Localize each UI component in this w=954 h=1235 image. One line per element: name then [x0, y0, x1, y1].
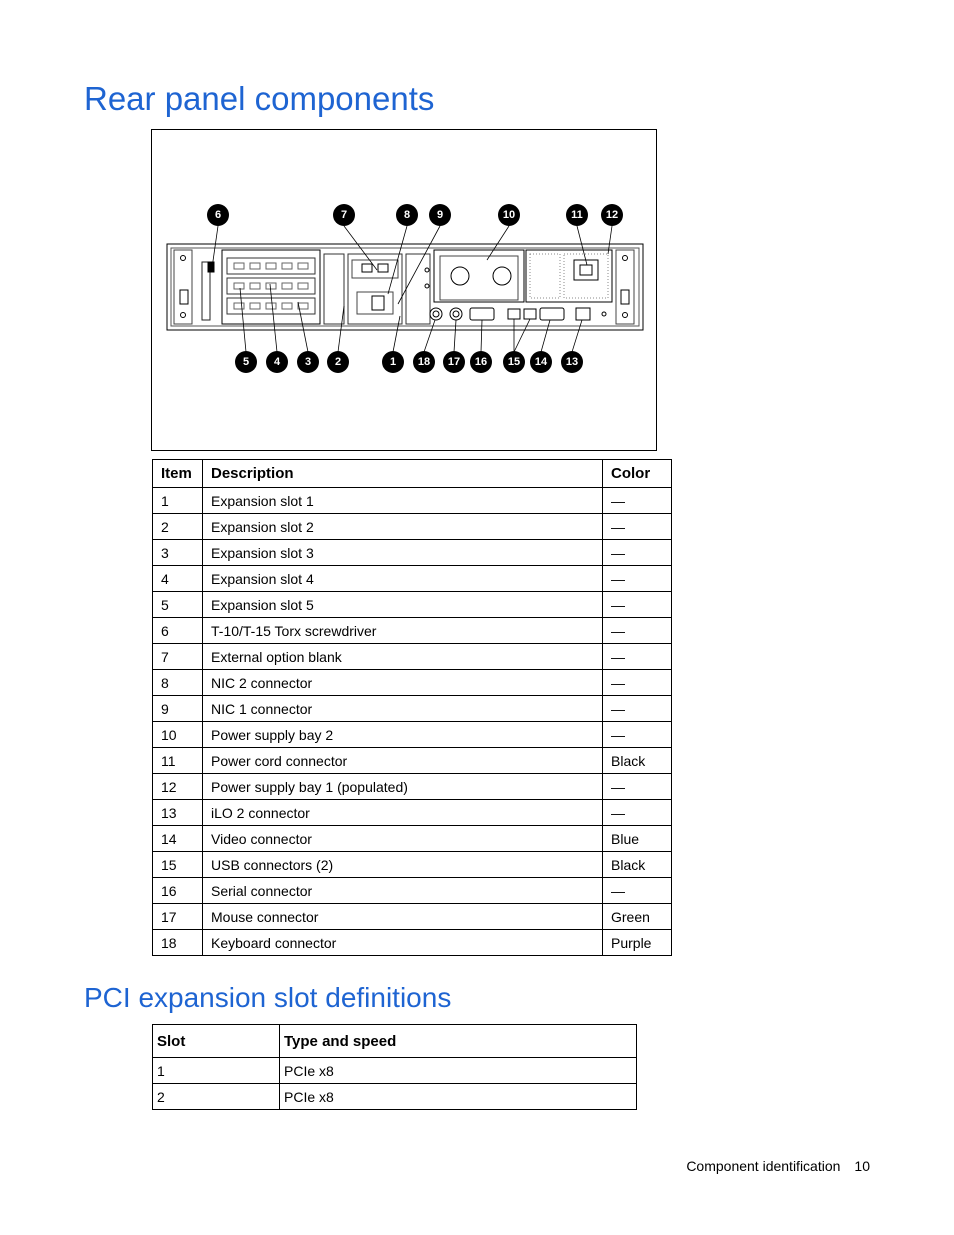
- svg-text:11: 11: [571, 209, 583, 221]
- cell-item: 15: [153, 852, 203, 878]
- cell-item: 16: [153, 878, 203, 904]
- cell-description: Expansion slot 4: [203, 566, 603, 592]
- callout-11: [566, 204, 588, 226]
- svg-text:12: 12: [605, 209, 619, 221]
- table-row: [153, 904, 672, 930]
- cell-description: NIC 2 connector: [203, 670, 603, 696]
- svg-text:5: 5: [242, 356, 250, 368]
- table-row: [153, 826, 672, 852]
- callout-8: [396, 204, 418, 226]
- svg-text:17: 17: [447, 356, 461, 368]
- cell-description: Expansion slot 5: [203, 592, 603, 618]
- cell-color: —: [603, 696, 672, 722]
- header-slot: Slot: [153, 1025, 280, 1058]
- cell-color: —: [603, 644, 672, 670]
- cell-description: Serial connector: [203, 878, 603, 904]
- cell-description: Expansion slot 1: [203, 488, 603, 514]
- cell-item: 12: [153, 774, 203, 800]
- cell-description: T-10/T-15 Torx screwdriver: [203, 618, 603, 644]
- table-row: [153, 644, 672, 670]
- cell-item: 3: [153, 540, 203, 566]
- svg-text:13: 13: [565, 356, 579, 368]
- footer-section: Component identification: [686, 1158, 841, 1174]
- section-title-pci: PCI expansion slot definitions: [84, 982, 452, 1013]
- svg-text:15: 15: [507, 356, 521, 368]
- svg-text:2: 2: [334, 356, 342, 368]
- svg-text:1: 1: [389, 356, 397, 368]
- svg-text:14: 14: [534, 356, 548, 368]
- slot-table-body: [153, 1058, 637, 1110]
- callout-16: [470, 351, 492, 373]
- cell-item: 8: [153, 670, 203, 696]
- svg-text:10: 10: [502, 209, 516, 221]
- header-color: Color: [603, 460, 672, 488]
- callout-9: [429, 204, 451, 226]
- cell-color: —: [603, 670, 672, 696]
- cell-color: —: [603, 774, 672, 800]
- table-row: [153, 748, 672, 774]
- callout-10: [498, 204, 520, 226]
- components-table-body: [153, 488, 672, 956]
- cell-description: iLO 2 connector: [203, 800, 603, 826]
- cell-description: External option blank: [203, 644, 603, 670]
- table-header-row: [153, 460, 672, 488]
- cell-slot: 1: [153, 1058, 280, 1084]
- rear-panel-illustration: [152, 130, 658, 452]
- table-row: [153, 1058, 637, 1084]
- table-row: [153, 878, 672, 904]
- table-row: [153, 566, 672, 592]
- cell-color: Black: [603, 852, 672, 878]
- svg-text:9: 9: [436, 209, 444, 221]
- cell-color: —: [603, 566, 672, 592]
- cell-item: 4: [153, 566, 203, 592]
- cell-item: 5: [153, 592, 203, 618]
- table-row: [153, 488, 672, 514]
- cell-description: Power supply bay 2: [203, 722, 603, 748]
- svg-text:16: 16: [474, 356, 488, 368]
- callout-17: [443, 351, 465, 373]
- cell-item: 18: [153, 930, 203, 956]
- table-row: [153, 774, 672, 800]
- rear-panel-figure: [151, 129, 657, 451]
- cell-color: Black: [603, 748, 672, 774]
- callout-5: [235, 351, 257, 373]
- table-row: [153, 722, 672, 748]
- cell-color: —: [603, 800, 672, 826]
- cell-item: 7: [153, 644, 203, 670]
- callout-12: [601, 204, 623, 226]
- cell-color: Green: [603, 904, 672, 930]
- svg-text:18: 18: [417, 356, 431, 368]
- cell-color: —: [603, 488, 672, 514]
- cell-description: Expansion slot 2: [203, 514, 603, 540]
- table-row: [153, 852, 672, 878]
- header-description: Description: [203, 460, 603, 488]
- cell-type-speed: PCIe x8: [280, 1058, 637, 1084]
- callout-7: [333, 204, 355, 226]
- page-title: Rear panel components: [84, 80, 435, 117]
- callout-3: [297, 351, 319, 373]
- table-row: [153, 1084, 637, 1110]
- rear-panel-components-table: [152, 459, 672, 956]
- cell-item: 1: [153, 488, 203, 514]
- callout-4: [266, 351, 288, 373]
- svg-text:3: 3: [304, 356, 312, 368]
- svg-text:8: 8: [403, 209, 411, 221]
- cell-item: 17: [153, 904, 203, 930]
- callout-2: [327, 351, 349, 373]
- cell-description: NIC 1 connector: [203, 696, 603, 722]
- callout-13: [561, 351, 583, 373]
- table-row: [153, 670, 672, 696]
- cell-color: Blue: [603, 826, 672, 852]
- table-row: [153, 618, 672, 644]
- callout-14: [530, 351, 552, 373]
- cell-description: Power supply bay 1 (populated): [203, 774, 603, 800]
- header-item: Item: [153, 460, 203, 488]
- cell-item: 14: [153, 826, 203, 852]
- cell-color: —: [603, 618, 672, 644]
- cell-color: —: [603, 592, 672, 618]
- cell-item: 11: [153, 748, 203, 774]
- table-row: [153, 540, 672, 566]
- cell-item: 6: [153, 618, 203, 644]
- page-number: 10: [854, 1158, 870, 1174]
- cell-description: USB connectors (2): [203, 852, 603, 878]
- svg-text:7: 7: [340, 209, 348, 221]
- callout-15: [503, 351, 525, 373]
- callout-18: [413, 351, 435, 373]
- cell-color: —: [603, 540, 672, 566]
- cell-description: Video connector: [203, 826, 603, 852]
- callout-6: [207, 204, 229, 226]
- header-type-speed: Type and speed: [280, 1025, 637, 1058]
- cell-item: 10: [153, 722, 203, 748]
- table-row: [153, 696, 672, 722]
- cell-description: Keyboard connector: [203, 930, 603, 956]
- cell-item: 13: [153, 800, 203, 826]
- table-header-row: [153, 1025, 637, 1058]
- cell-type-speed: PCIe x8: [280, 1084, 637, 1110]
- cell-color: —: [603, 514, 672, 540]
- table-row: [153, 514, 672, 540]
- table-row: [153, 592, 672, 618]
- table-row: [153, 800, 672, 826]
- cell-item: 2: [153, 514, 203, 540]
- callout-1: [382, 351, 404, 373]
- cell-color: —: [603, 878, 672, 904]
- page-footer: [686, 1158, 870, 1174]
- pci-slot-table: [152, 1024, 637, 1110]
- cell-description: Power cord connector: [203, 748, 603, 774]
- cell-description: Expansion slot 3: [203, 540, 603, 566]
- cell-color: —: [603, 722, 672, 748]
- svg-text:4: 4: [273, 356, 281, 368]
- chassis-drawing: [167, 244, 643, 330]
- table-row: [153, 930, 672, 956]
- cell-description: Mouse connector: [203, 904, 603, 930]
- cell-item: 9: [153, 696, 203, 722]
- svg-text:6: 6: [214, 209, 222, 221]
- cell-color: Purple: [603, 930, 672, 956]
- cell-slot: 2: [153, 1084, 280, 1110]
